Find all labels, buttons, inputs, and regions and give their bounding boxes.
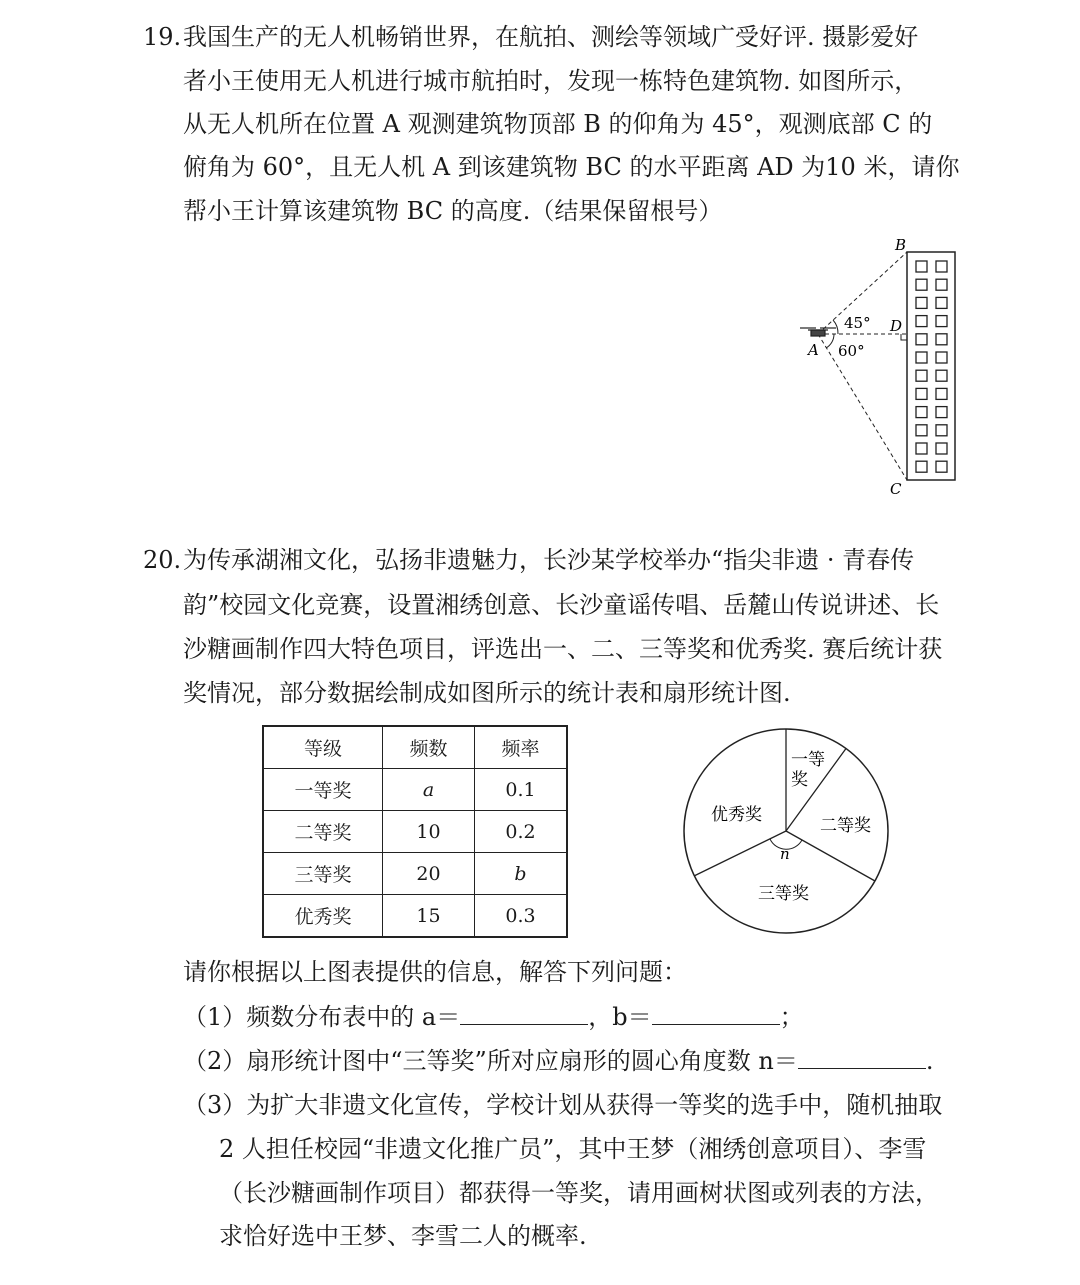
angle-45-label: 45° bbox=[844, 314, 871, 332]
q20-sub2 bbox=[183, 1046, 934, 1076]
label-D: D bbox=[890, 317, 903, 335]
pie-label-first-1: 一等 bbox=[791, 750, 825, 770]
table-row bbox=[263, 769, 567, 811]
table-row bbox=[263, 853, 567, 895]
table-row bbox=[263, 895, 567, 938]
table-cell: 15 bbox=[383, 895, 475, 938]
building-window bbox=[916, 352, 927, 363]
building-window bbox=[916, 388, 927, 399]
building-window bbox=[916, 279, 927, 290]
table-cell: a bbox=[383, 769, 475, 811]
pie-label-second: 二等奖 bbox=[820, 816, 871, 836]
q20-line-3: 沙糖画制作四大特色项目，评选出一、二、三等奖和优秀奖. 赛后统计获 bbox=[183, 635, 943, 663]
q19-building-figure bbox=[780, 230, 980, 505]
building-window bbox=[936, 407, 947, 418]
q20-sub3-line-1: （3）为扩大非遗文化宣传，学校计划从获得一等奖的选手中，随机抽取 bbox=[183, 1091, 943, 1119]
building-window bbox=[936, 297, 947, 308]
table-cell: 三等奖 bbox=[263, 853, 383, 895]
q20-line-4: 奖情况，部分数据绘制成如图所示的统计表和扇形统计图. bbox=[183, 679, 791, 707]
angle-arc-45 bbox=[833, 320, 838, 334]
q20-sub1 bbox=[183, 1002, 804, 1032]
label-A: A bbox=[808, 341, 819, 359]
table-cell: 0.2 bbox=[475, 811, 568, 853]
building-window bbox=[916, 370, 927, 381]
sub1-text-end: ； bbox=[779, 1003, 804, 1031]
building-window bbox=[936, 279, 947, 290]
pie-label-third: 三等奖 bbox=[758, 884, 809, 904]
stats-table bbox=[262, 725, 568, 938]
building-window bbox=[936, 370, 947, 381]
q19-number: 19. bbox=[143, 23, 182, 51]
building-window bbox=[916, 407, 927, 418]
building-window bbox=[916, 334, 927, 345]
sub1-text-b: ，b＝ bbox=[588, 1003, 652, 1031]
table-header: 频数 bbox=[383, 726, 475, 769]
label-C: C bbox=[890, 480, 902, 498]
building-window bbox=[936, 352, 947, 363]
building-window bbox=[916, 297, 927, 308]
table-cell: 10 bbox=[383, 811, 475, 853]
angle-n-label: n bbox=[780, 845, 790, 863]
table-cell: 二等奖 bbox=[263, 811, 383, 853]
building-window bbox=[916, 461, 927, 472]
table-cell: b bbox=[475, 853, 568, 895]
table-header: 等级 bbox=[263, 726, 383, 769]
angle-arc-60 bbox=[826, 334, 834, 348]
building-window bbox=[936, 461, 947, 472]
q20-number: 20. bbox=[143, 546, 182, 574]
building-window bbox=[936, 443, 947, 454]
pie-radius-lower-left bbox=[694, 831, 786, 876]
table-cell: 0.1 bbox=[475, 769, 568, 811]
sub2-text: （2）扇形统计图中“三等奖”所对应扇形的圆心角度数 n＝ bbox=[183, 1047, 798, 1075]
q19-line-3: 从无人机所在位置 A 观测建筑物顶部 B 的仰角为 45°，观测底部 C 的 bbox=[183, 110, 933, 138]
building-window bbox=[916, 425, 927, 436]
building-outline bbox=[907, 252, 955, 480]
building-window bbox=[936, 261, 947, 272]
building-window bbox=[916, 443, 927, 454]
table-cell: 0.3 bbox=[475, 895, 568, 938]
pie-chart bbox=[675, 713, 905, 943]
building-window bbox=[916, 316, 927, 327]
answer-blank-b[interactable] bbox=[652, 1002, 780, 1025]
answer-blank-n[interactable] bbox=[798, 1046, 926, 1069]
pie-label-first-2: 奖 bbox=[791, 770, 808, 790]
table-cell: 一等奖 bbox=[263, 769, 383, 811]
pie-label-excellent: 优秀奖 bbox=[711, 805, 762, 825]
drone-icon bbox=[800, 328, 836, 336]
q19-line-2: 者小王使用无人机进行城市航拍时，发现一栋特色建筑物. 如图所示， bbox=[183, 67, 919, 95]
sub1-text-a: （1）频数分布表中的 a＝ bbox=[183, 1003, 461, 1031]
building-window bbox=[936, 316, 947, 327]
sub2-text-end: . bbox=[925, 1047, 934, 1075]
table-cell: 优秀奖 bbox=[263, 895, 383, 938]
table-row bbox=[263, 811, 567, 853]
building-windows bbox=[916, 261, 947, 472]
table-cell: 20 bbox=[383, 853, 475, 895]
label-B: B bbox=[895, 236, 907, 254]
answer-blank-a[interactable] bbox=[460, 1002, 588, 1025]
q20-line-2: 韵”校园文化竞赛，设置湘绣创意、长沙童谣传唱、岳麓山传说讲述、长 bbox=[183, 591, 940, 619]
building-window bbox=[936, 388, 947, 399]
q20-sub3-line-2: 2 人担任校园“非遗文化推广员”，其中王梦（湘绣创意项目）、李雪 bbox=[219, 1135, 927, 1163]
q20-sub3-line-4: 求恰好选中王梦、李雪二人的概率. bbox=[219, 1222, 587, 1250]
table-header-row bbox=[263, 726, 567, 769]
pie-radius-lower-right bbox=[786, 831, 875, 881]
q19-line-1: 我国生产的无人机畅销世界，在航拍、测绘等领域广受好评. 摄影爱好 bbox=[183, 23, 919, 51]
building-window bbox=[916, 261, 927, 272]
table-header: 频率 bbox=[475, 726, 568, 769]
building-window bbox=[936, 334, 947, 345]
angle-60-label: 60° bbox=[838, 342, 865, 360]
q19-line-5: 帮小王计算该建筑物 BC 的高度.（结果保留根号） bbox=[183, 197, 723, 225]
q19-line-4: 俯角为 60°，且无人机 A 到该建筑物 BC 的水平距离 AD 为10 米，请你 bbox=[183, 153, 960, 181]
q20-prompt: 请你根据以上图表提供的信息，解答下列问题： bbox=[183, 958, 687, 986]
q20-line-1: 为传承湖湘文化，弘扬非遗魅力，长沙某学校举办“指尖非遗 · 青春传 bbox=[183, 546, 915, 574]
building-window bbox=[936, 425, 947, 436]
q20-sub3-line-3: （长沙糖画制作项目）都获得一等奖，请用画树状图或列表的方法， bbox=[219, 1179, 939, 1207]
